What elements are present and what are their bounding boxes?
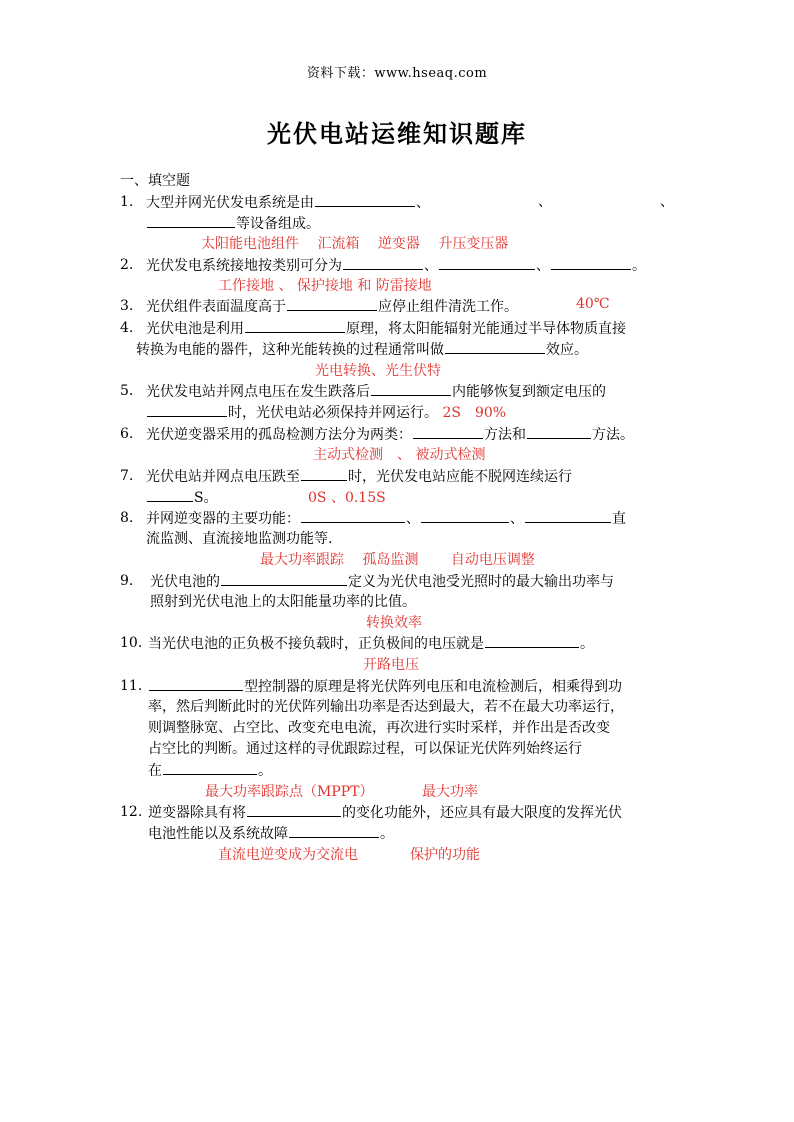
question-number: 12. (120, 804, 143, 820)
question-number: 1. (120, 194, 134, 210)
question-number: 11. (120, 678, 143, 694)
question-number: 9. (120, 573, 134, 589)
document-page: 资料下载：www.hseaq.com 光伏电站运维知识题库 一、填空题 1. 大型并网光伏发电系统是由 、 、 、 等设备组成。 太阳能电池组件 汇流箱 逆变器 升压变压器 2. 光伏发电系统接地按类别可分为 、 、 。 工作接地 、 保护接地 和 防雷接地 3. 光伏组件表面温度高于 应停止组件清洗工作。 40℃ 4. 光伏电池是利用 原理，将太阳能辐射光能通过半导体物质直接 转换为电能的器件，这种光能转换的过程通常叫做 效应。 光电转换、光生伏特 5. 光伏发电站并网点电压在发生跌落后 内能够恢复到额定电压的 时，光伏电站必须保持并网运行。 2S 90% 6. 光伏逆变器采用的孤岛检测方法分为两类： 方法和 方法。 主动式检测 、 被动式检测 7. 光伏电站并网点电压跌至 时，光伏发电站应能不脱网连续运行 S。 0S 、0.15S 8. 并网逆变器的主要功能： 、 、 直 流监测、直流接地监测功能等. 最大功率跟踪 孤岛监测 自动电压调整 9. 光伏电池的 定义为光伏电池受光照时的最大输出功率与 照射到光伏电池上的太阳能量功率的比值。 转换效率 10. 当光伏电池的正负极不接负载时，正负极间的电压就是 。 开路电压 11. 型控制器的原理是将光伏阵列电压和电流检测后，相乘得到功 率，然后判断此时的光伏阵列输出功率是否达到最大，若不在最大功率运行， 则调整脉宽、占空比、改变充电电流，再次进行实时采样，并作出是否改变 占空比的判断。通过这样的寻优跟踪过程，可以保证光伏阵列始终运行 在 。 最大功率跟踪点（MPPT） 最大功率 12. 逆变器除具有将 的变化功能外，还应具有最大限度的发挥光伏 电池性能以及系统故障 。 直流电逆变成为交流电 保护的功能 (0, 0, 794, 1122)
question-number: 2. (120, 257, 134, 273)
answer-text: 直流电逆变成为交流电 (218, 847, 358, 863)
answer-text: 2S 90% (442, 405, 507, 421)
answer-text: 工作接地 、 保护接地 和 防雷接地 (218, 278, 432, 294)
answer-text: 光电转换、光生伏特 (315, 363, 441, 379)
question-number: 8. (120, 510, 134, 526)
answer-text: 太阳能电池组件 汇流箱 逆变器 升压变压器 (201, 236, 509, 252)
answer-text: 40℃ (576, 296, 610, 312)
question-number: 7. (120, 468, 134, 484)
answer-text: 转换效率 (366, 615, 422, 631)
question-number: 6. (120, 426, 134, 442)
question-number: 10. (120, 635, 143, 651)
answer-text: 0S 、0.15S (308, 490, 386, 506)
page-header: 资料下载：www.hseaq.com (306, 66, 488, 81)
question-number: 4. (120, 320, 134, 336)
answer-text: 最大功率跟踪点（MPPT） (205, 784, 374, 800)
answer-text: 主动式检测 、 被动式检测 (313, 447, 486, 463)
answer-text: 保护的功能 (410, 847, 480, 863)
section-heading: 一、填空题 (120, 173, 190, 189)
answer-text: 最大功率跟踪 孤岛监测 自动电压调整 (260, 552, 535, 568)
question-number: 5. (120, 383, 134, 399)
answer-text: 开路电压 (363, 657, 419, 673)
page-title: 光伏电站运维知识题库 (267, 119, 527, 148)
question-number: 3. (120, 298, 134, 314)
answer-text: 最大功率 (422, 784, 478, 800)
